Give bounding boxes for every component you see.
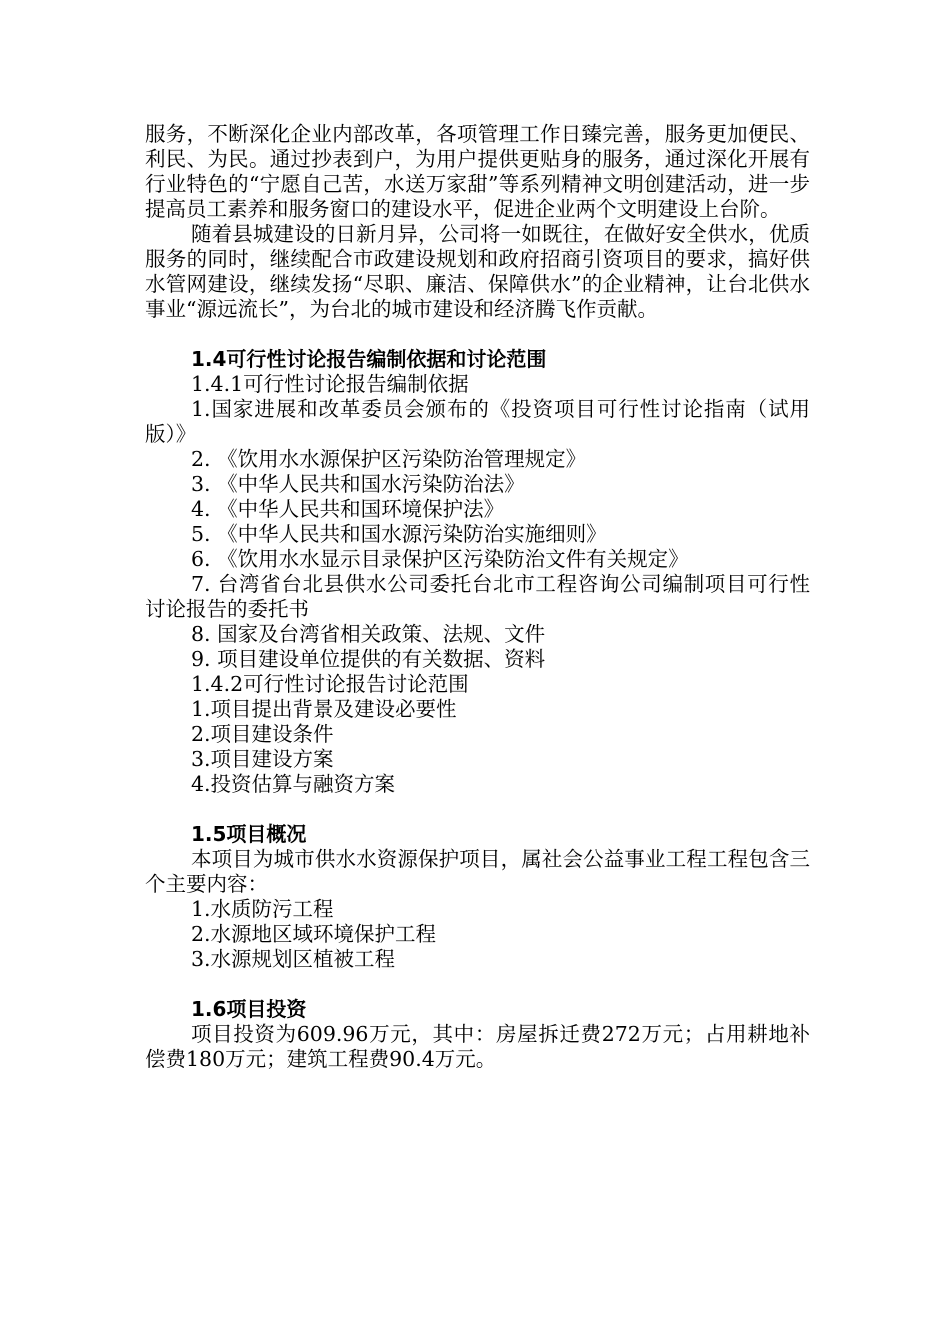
basis-item-1: 1.国家进展和改革委员会颁布的《投资项目可行性讨论指南（试用版）》 xyxy=(145,397,810,446)
basis-item-3: 3. 《中华人民共和国水污染防治法》 xyxy=(191,472,525,496)
spacer xyxy=(145,322,810,347)
intro-paragraph-1: 服务，不断深化企业内部改革，各项管理工作日臻完善，服务更加便民、利民、为民。通过抄表到户，为用户提供更贴身的服务，通过深化开展有行业特色的“宁愿自己苦，水送万家甜”等系列精神文明创建活动，进一步提高员工素养和服务窗口的建设水平，促进企业两个文明建设上台阶。 xyxy=(145,122,810,221)
basis-item-7: 7. 台湾省台北县供水公司委托台北市工程咨询公司编制项目可行性讨论报告的委托书 xyxy=(145,572,810,621)
subsection-heading-1-4-2: 1.4.2可行性讨论报告讨论范围 xyxy=(191,672,469,696)
scope-item-2: 2.项目建设条件 xyxy=(191,722,334,746)
basis-item-6: 6. 《饮用水水显示目录保护区污染防治文件有关规定》 xyxy=(191,547,689,571)
section-heading-1-6: 1.6项目投资 xyxy=(191,997,307,1021)
investment-paragraph: 项目投资为609.96万元，其中：房屋拆迁费272万元；占用耕地补偿费180万元；建筑工程费90.4万元。 xyxy=(145,1022,810,1071)
overview-item-3: 3.水源规划区植被工程 xyxy=(191,947,396,971)
document-body xyxy=(145,122,810,1072)
scope-item-3: 3.项目建设方案 xyxy=(191,747,334,771)
basis-item-4: 4. 《中华人民共和国环境保护法》 xyxy=(191,497,505,521)
subsection-heading-1-4-1: 1.4.1可行性讨论报告编制依据 xyxy=(191,372,469,396)
basis-item-9: 9. 项目建设单位提供的有关数据、资料 xyxy=(191,647,546,671)
basis-item-2: 2. 《饮用水水源保护区污染防治管理规定》 xyxy=(191,447,587,471)
overview-paragraph: 本项目为城市供水水资源保护项目，属社会公益事业工程工程包含三个主要内容： xyxy=(145,847,810,896)
overview-item-2: 2.水源地区域环境保护工程 xyxy=(191,922,437,946)
basis-item-5: 5. 《中华人民共和国水源污染防治实施细则》 xyxy=(191,522,607,546)
section-heading-1-4: 1.4可行性讨论报告编制依据和讨论范围 xyxy=(191,347,547,371)
spacer xyxy=(145,972,810,997)
spacer xyxy=(145,797,810,822)
overview-item-1: 1.水质防污工程 xyxy=(191,897,334,921)
intro-paragraph-2: 随着县城建设的日新月异，公司将一如既往，在做好安全供水，优质服务的同时，继续配合市政建设规划和政府招商引资项目的要求，搞好供水管网建设，继续发扬“尽职、廉洁、保障供水”的企业精神，让台北供水事业“源远流长”，为台北的城市建设和经济腾飞作贡献。 xyxy=(145,222,810,321)
scope-item-4: 4.投资估算与融资方案 xyxy=(191,772,396,796)
basis-item-8: 8. 国家及台湾省相关政策、法规、文件 xyxy=(191,622,546,646)
section-heading-1-5: 1.5项目概况 xyxy=(191,822,307,846)
scope-item-1: 1.项目提出背景及建设必要性 xyxy=(191,697,457,721)
